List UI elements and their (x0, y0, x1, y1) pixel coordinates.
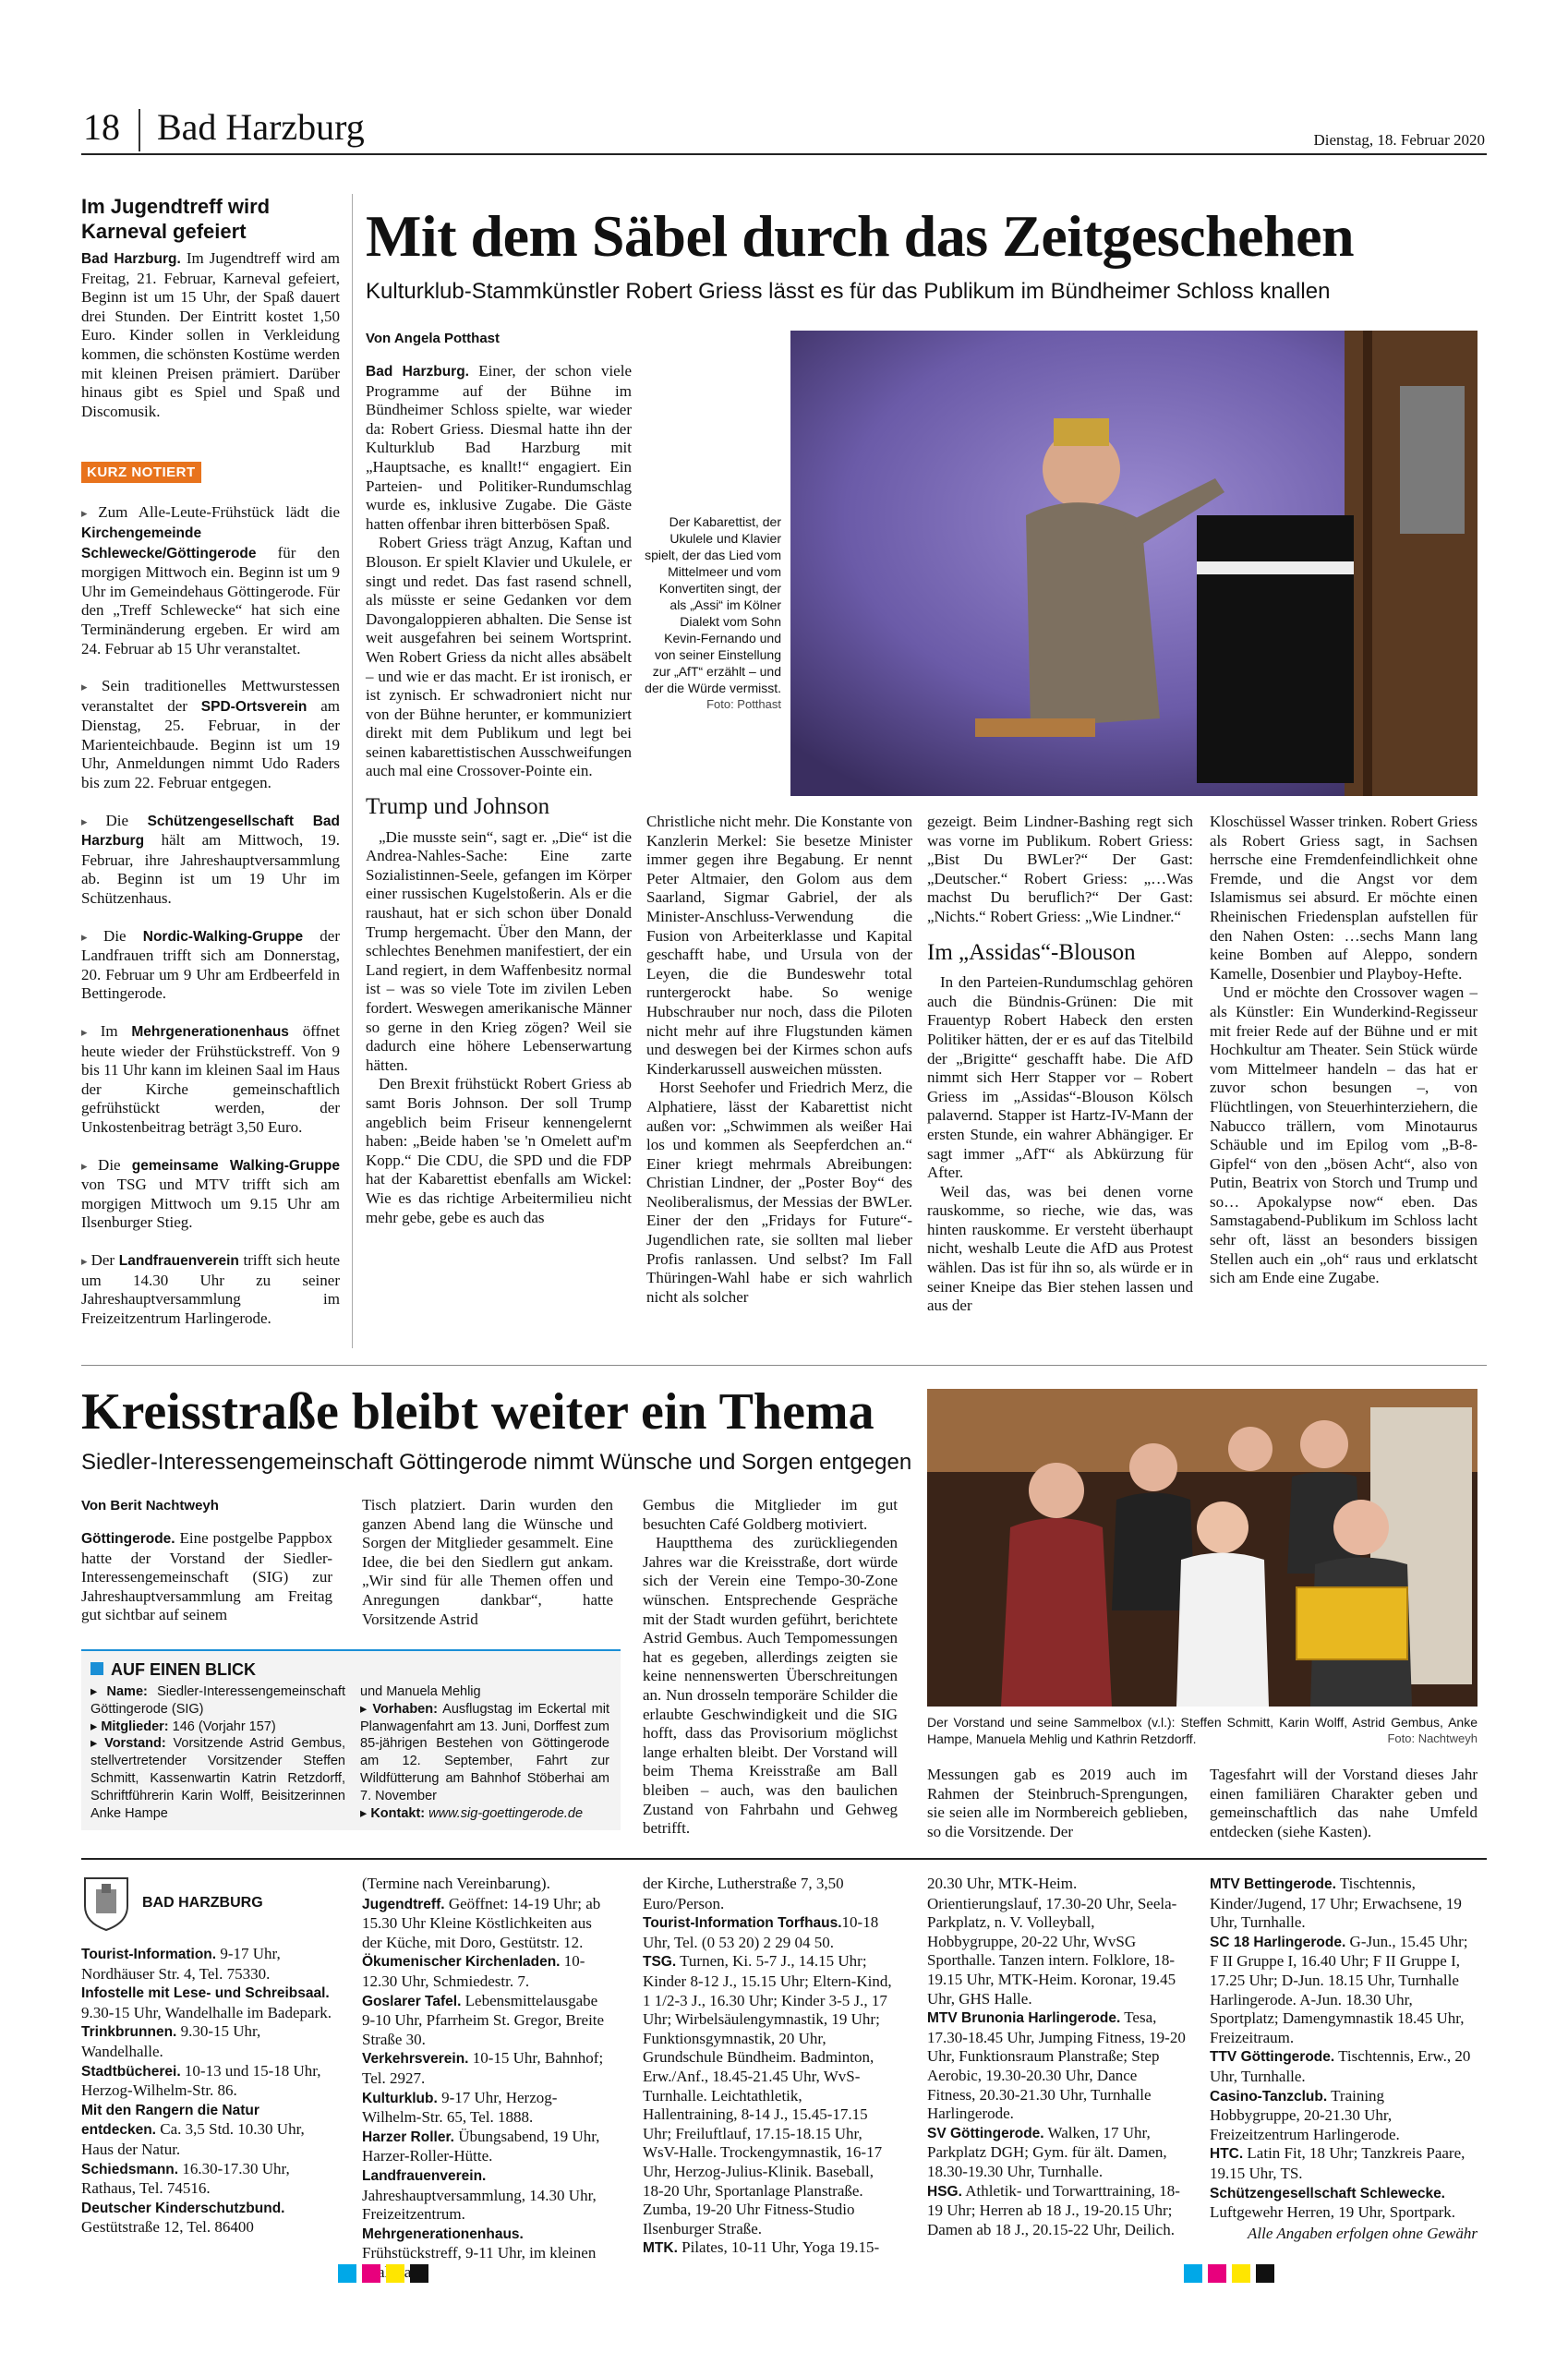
directory-entry: Schützengesellschaft Schlewecke. Luftgewehr Herren, 19 Uhr, Sportpark. (1210, 2185, 1456, 2222)
directory-entry: (Termine nach Vereinbarung). (362, 1875, 550, 1892)
info-box-members: ▸ Mitglieder: 146 (Vorjahr 157) (90, 1719, 276, 1734)
directory-list-3 (643, 1875, 898, 2259)
directory-entry: Ökumenischer Kirchenladen. 10-12.30 Uhr, Schmiedestr. 7. (362, 1952, 585, 1990)
registration-magenta (1208, 2264, 1226, 2283)
directory-entry: Harzer Roller. Übungsabend, 19 Uhr, Harzer-Roller-Hütte. (362, 2127, 600, 2165)
article1-col3-p1: gezeigt. Beim Lindner-Bashing regt sich was vorne im Publikum. Robert Griess: „Bist Du BWLer?“ Der Gast: „Deutscher.“ Robert Griess: „…Was machst Du beruflich?“ Der Gast: „Nichts.“ Robert Griess: „Wie Lindner.“ (927, 813, 1193, 925)
note-item: ▸ Die Schützengesellschaft Bad Harzburg hält am Mittwoch, 19. Februar, ihre Jahreshauptversammlung ab. Beginn ist um 19 Uhr im Schützenhaus. (81, 811, 340, 908)
directory-entry: MTK. Pilates, 10-11 Uhr, Yoga 19.15- (643, 2238, 880, 2257)
article1-photo-caption (643, 513, 781, 713)
article2-col1-p1: Eine postgelbe Pappbox hatte der Vorstand der Siedler-Interessengemeinschaft (SIG) zur Jahreshauptversammlung am Freitag gut sichtbar auf seinem (81, 1529, 332, 1624)
info-box-title: AUF EINEN BLICK (90, 1660, 611, 1680)
note-item: ▸ Die Nordic-Walking-Gruppe der Landfrauen trifft sich am Donnerstag, 20. Februar um 9 Uhr am Erdbeerfeld in Bettingerode. (81, 926, 340, 1003)
article1-subhead2: Im „Assidas“-Blouson (927, 939, 1136, 965)
directory-entry: Trinkbrunnen. 9.30-15 Uhr, Wandelhalle. (81, 2022, 261, 2060)
directory-entry: TTV Göttingerode. Tischtennis, Erw., 20 Uhr, Turnhalle. (1210, 2047, 1471, 2085)
directory-entry: Tourist-Information Torfhaus.10-18 Uhr, Tel. (0 53 20) 2 29 04 50. (643, 1913, 879, 1951)
article2-place: Göttingerode. (81, 1531, 175, 1547)
directory-entry: Infostelle mit Lese- und Schreibsaal. 9.30-15 Uhr, Wandelhalle im Badepark. (81, 1985, 332, 2021)
directory-header (81, 1875, 332, 1932)
registration-black (1256, 2264, 1274, 2283)
note-arrow-icon: ▸ (81, 680, 103, 694)
registration-magenta (362, 2264, 380, 2283)
article1-caption-text: Der Kabarettist, der Ukulele und Klavier spielt, der das Lied vom Mittelmeer und vom Konvertiten singt, der als „Assi“ im Kölner Dialekt vom Sohn Kevin-Fernando und von seiner Einstellung zur „AfT“ erzählt – und der die Würde vermisst. (645, 514, 781, 695)
directory-entry: der Kirche, Lutherstraße 7, 3,50 Euro/Person. (643, 1875, 844, 1912)
sidebar-headline: Im Jugendtreff wird Karneval gefeiert (81, 195, 271, 243)
note-item: ▸ Sein traditionelles Mettwurstessen veranstaltet der SPD-Ortsverein am Dienstag, 25. Februar, in der Marienteichbaude. Beginn ist um 19 Uhr, Anmeldungen nimmt Udo Raders bis zum 22. Februar entgegen. (81, 677, 340, 792)
article2-col4 (927, 1766, 1188, 1841)
article2-col3 (643, 1496, 898, 1839)
note-arrow-icon: ▸ (81, 929, 104, 944)
note-arrow-icon: ▸ (81, 506, 99, 521)
article1-col3-p3: Weil das, was bei denen vorne rauskomme, so rieche, wie das, was hinten rauskomme. Er versteht überhaupt nicht, weshalb Leute die AfD aus Protest wählen. Das ist für ihn so, als würde er in seiner Kneipe das Bier stehen lassen und aus der (927, 1182, 1193, 1315)
article2-headline: Kreisstraße bleibt weiter ein Thema (81, 1383, 874, 1441)
article1-col1-p4: Den Brexit frühstückt Robert Griess ab samt Boris Johnson. Der soll Trump angeblich beim Friseur kennengelernt haben: „Beide haben 'se 'n Omelett auf'm Kopp.“ Die CDU, die SPD und die FDP hat der Kabarettist ebenfalls am Wickel: Wie es das richtige Arbeitermilieu nicht mehr gebe, gebe es auch das (366, 1075, 632, 1226)
directory-entry: Mehrgenerationenhaus. Frühstückstreff, 9-11 Uhr, im kleinen Haus (362, 2225, 597, 2281)
page-number: 18 (83, 106, 120, 148)
note-item: ▸ Zum Alle-Leute-Frühstück lädt die Kirchengemeinde Schlewecke/Göttingerode für den morgigen Mittwoch ein. Beginn ist um 9 Uhr im Gemeindehaus Göttingerode. Für den „Treff Schlewecke“ hat sich eine Terminänderung ergeben. Er wird am 24. Februar ab 15 Uhr veranstaltet. (81, 503, 341, 657)
article2-caption-text: Der Vorstand und seine Sammelbox (v.l.): Steffen Schmitt, Karin Wolff, Astrid Gembus, Anke Hampe, Manuela Mehlig und Kathrin Retzdorff. (927, 1715, 1478, 1746)
article2-byline: Von Berit Nachtweyh (81, 1498, 219, 1514)
article1-byline: Von Angela Potthast (366, 331, 501, 346)
directory-entry: Goslarer Tafel. Lebensmittelausgabe 9-10 Uhr, Pfarrheim St. Gregor, Breite Straße 30. (362, 1991, 605, 2048)
info-box-board: ▸ Vorstand: Vorsitzende Astrid Gembus, stellvertretender Vorsitzender Steffen Schmitt, Kassenwartin Katrin Retzdorff, Schriftführerin Karin Wolff, Beisitzerinnen Anke Hampe (90, 1736, 345, 1821)
article1-col4-p2: Und er möchte den Crossover wagen – als Künstler: Ein Wunderkind-Regisseur mit freier Rede auf der Bühne und er mit Hochkultur am Theater. Sein Stück würde vom Mittelmeer handeln – das hat er zuvor schon besungen –, von Flüchtlingen, von Steuerhinterziehern, die Nabucco trällern, vom Minotaurus Schäuble und im Epilog vom „B-8-Gipfel“ von den „bösen Acht“, also von Putin, Beatrix von Storch und Trump und so… Apokalypse now“ eben. Das Samstagabend-Publikum im Schloss lacht sehr oft, lässt an besonders bissigen Stellen auch ein „oh“ raus und erklatscht sich am Ende eine Zugabe. (1210, 983, 1478, 1287)
directory-disclaimer: Alle Angaben erfolgen ohne Gewähr (1248, 2224, 1478, 2242)
article2-photo (927, 1389, 1478, 1707)
coat-of-arms-icon (81, 1875, 131, 1932)
directory-entry: Stadtbücherei. 10-13 und 15-18 Uhr, Herzog-Wilhelm-Str. 86. (81, 2061, 321, 2100)
article1-col2-p1: Christliche nicht mehr. Die Konstante von Kanzlerin Merkel: Sie besetze Minister immer gegen ihre Begabung. Er nennt Peter Altmaier, den Golom aus dem Saarland, Sigmar Gabriel, der als Minister-Anschluss-Verwendung die Fusion von Arbeiterklasse und Kapital geschafft habe, und Ursula von der Leyen, die die Bundeswehr total runtergerockt habe. So wenige Hubschrauber nur noch, dass die Piloten nicht mehr auf ihre Flugstunden kämen und deswegen bei der Kirmes schon aufs Kinderkarussell ausweichen müssten. (646, 813, 912, 1078)
kurz-notiert-label: KURZ NOTIERT (81, 462, 201, 483)
sidebar (81, 194, 340, 1346)
article2-col5 (1210, 1766, 1478, 1841)
section-title: Bad Harzburg (157, 106, 365, 148)
article1-col2 (646, 813, 912, 1307)
directory-entry: Jugendtreff. Geöffnet: 14-19 Uhr; ab 15.30 Uhr Kleine Köstlichkeiten aus der Küche, mit Doro, Gestütstr. 12. (362, 1894, 601, 1951)
article2-col2 (362, 1496, 613, 1629)
article1-col4 (1210, 813, 1478, 1288)
sidebar-divider (352, 194, 353, 1348)
article1-subheadline: Kulturklub-Stammkünstler Robert Griess lässt es für das Publikum im Bündheimer Schloss knallen (366, 279, 1331, 304)
article2-photo-caption (927, 1714, 1478, 1747)
directory-entry: Tourist-Information. 9-17 Uhr, Nordhäuser Str. 4, Tel. 75330. (81, 1945, 281, 1983)
article1-col1 (366, 362, 632, 1227)
directory-entry: Kulturklub. 9-17 Uhr, Herzog-Wilhelm-Str. 65, Tel. 1888. (362, 2088, 558, 2127)
mid-rule (81, 1365, 1487, 1366)
article2-col5-p1: Tagesfahrt will der Vorstand dieses Jahr einen familiären Charakter geben und gemeinschaftlich das nahe Umfeld entdecken (siehe Kasten). (1210, 1766, 1478, 1840)
note-item: ▸ Die gemeinsame Walking-Gruppe von TSG und MTV trifft sich am morgigen Mittwoch um 9.15 Uhr am Ilsenburger Stieg. (81, 1155, 340, 1232)
info-box-name: ▸ Name: Siedler-Interessengemeinschaft Göttingerode (SIG) (90, 1684, 345, 1717)
directory-entry: 20.30 Uhr, MTK-Heim. Orientierungslauf, 17.30-20 Uhr, Seela-Parkplatz, n. V. Volleyball, Hobbygruppe, 20-22 Uhr, WvSG Sporthalle. Tanzen intern. Folklore, 18-19.15 Uhr, MTK-Heim. Koronar, 19.45 Uhr, GHS Halle. (927, 1875, 1177, 2008)
registration-cyan (1184, 2264, 1202, 2283)
header-divider (139, 109, 140, 151)
article2-col4-p1: Messungen gab es 2019 auch im Rahmen der Steinbruch-Sprengungen, sie seien alle im Normbereich geblieben, so die Vorsitzende. Der (927, 1766, 1188, 1840)
directory-entry: SV Göttingerode. Walken, 17 Uhr, Parkplatz DGH; Gym. für ält. Damen, 18.30-19.30 Uhr, Turnhalle. (927, 2123, 1167, 2180)
directory-entry: Verkehrsverein. 10-15 Uhr, Bahnhof; Tel. 2927. (362, 2049, 604, 2087)
bottom-rule (81, 1858, 1487, 1860)
directory-entry: MTV Brunonia Harlingerode. Tesa, 17.30-18.45 Uhr, Jumping Fitness, 19-20 Uhr, Funktionsraum Planstraße; Step Aerobic, 19.30-20.30 Uhr, Dance Fitness, 20.30-21.30 Uhr, Turnhalle Harlingerode. (927, 2008, 1186, 2123)
sidebar-lead-text: Im Jugendtreff wird am Freitag, 21. Februar, Karneval gefeiert, Beginn ist um 15 Uhr, der Spaß dauert drei Stunden. Der Eintritt kostet 1,50 Euro. Kinder sollen in Verkleidung kommen, die schönsten Kostüme werden mit kleinen Preisen prämiert. Darüber hinaus gibt es Spiel und Spaß und Discomusik. (81, 249, 340, 420)
article1-col3 (927, 813, 1193, 1316)
article1-headline: Mit dem Säbel durch das Zeitgeschehen (366, 203, 1355, 269)
article2-col3-p1: Gembus die Mitglieder im gut besuchten Café Goldberg motiviert. (643, 1496, 898, 1533)
note-arrow-icon: ▸ (81, 1253, 91, 1268)
article2-col1 (81, 1529, 332, 1625)
directory-list-2 (362, 1875, 613, 2282)
note-item: ▸ Der Landfrauenverein trifft sich heute um 14.30 Uhr zu seiner Jahreshauptversammlung im Freizeitzentrum Harlingerode. (81, 1250, 340, 1327)
article1-subhead1: Trump und Johnson (366, 794, 550, 820)
article1-col1-p1: Einer, der schon viele Programme auf der Bühne im Bündheimer Schloss spielte, war wieder da: Robert Griess. Diesmal hatte ihn der Kulturklub Bad Harzburg mit „Hauptsache, es knallt!“ engagiert. Ein Parteien- und Politiker-Rundumschlag wurde es, inklusive Zugabe. Die Gäste hatten offenbar ihren bitterbösen Spaß. (366, 362, 632, 533)
directory-list-5 (1210, 1875, 1478, 2243)
registration-marks-left (338, 2264, 434, 2286)
article2-subheadline: Siedler-Interessengemeinschaft Göttingerode nimmt Wünsche und Sorgen entgegen (81, 1450, 912, 1475)
sidebar-lead-place: Bad Harzburg. (81, 251, 181, 267)
article2-photo-credit: Foto: Nachtweyh (1387, 1731, 1478, 1745)
directory-entry: Landfrauenverein. Jahreshauptversammlung, 14.30 Uhr, Freizeitzentrum. (362, 2167, 597, 2224)
note-arrow-icon: ▸ (81, 1025, 101, 1039)
notes-list (81, 503, 340, 1328)
note-arrow-icon: ▸ (81, 814, 106, 828)
directory-entry: HSG. Athletik- und Torwarttraining, 18-19 Uhr; Herren ab 18 J., 19-20.15 Uhr; Damen ab 18 J., 20.15-22 Uhr, Deilich. (927, 2181, 1180, 2238)
registration-marks-right (1184, 2264, 1280, 2286)
article1-col3-p2: In den Parteien-Rundumschlag gehören auch die Bündnis-Grünen: Die mit Frauentyp Robert Habeck den ersten Politiker hätten, der er es auf das Titelbild der „Brigitte“ geschafft habe. Die AfD nimmt sich Herr Stapper vor – Robert Griess im „Assidas“-Blouson Kölsch palavernd. Stapper ist Hartz-IV-Mann der ersten Stunde, ein wahrer Abhängiger. Er sagt immer „AfT“ als Abkürzung für After. (927, 973, 1193, 1182)
article1-photo (790, 331, 1478, 796)
header-rule (81, 153, 1487, 155)
article1-col1-p3: „Die musste sein“, sagt er. „Die“ ist die Andrea-Nahles-Sache: Eine zarte Sozialistinnen-Seele, gefangen im Körper einer russischen Kugelstoßerin. Als er die raushaut, hat er sich schon über Donald Trump hergemacht. Über den Mann, der schlechtes Benehmen manifestiert, der ein Land regiert, in dem Waffenbesitz normal ist – was so viele Tote im zivilen Leben fordert. Weswegen amerikanische Männer so gerne in den Krieg zögen? Weil sie dadurch eine höhere Lebenserwartung hätten. (366, 827, 632, 1074)
directory-entry: HTC. Latin Fit, 18 Uhr; Tanzkreis Paare, 19.15 Uhr, TS. (1210, 2144, 1465, 2182)
registration-black (410, 2264, 428, 2283)
registration-cyan (338, 2264, 356, 2283)
info-box-contact: ▸ Kontakt: www.sig-goettingerode.de (360, 1805, 584, 1821)
info-box-plans: ▸ Vorhaben: Ausflugstag im Eckertal mit Planwagenfahrt am 13. Juni, Dorffest zum 85-jährigen Bestehen von Göttingerode am 12. September, Fahrt zur Wildfütterung am Bahnhof Stöberhai am 7. November (360, 1701, 610, 1803)
info-box (81, 1649, 621, 1830)
directory-entry: Casino-Tanzclub. Training Hobbygruppe, 20-21.30 Uhr, Freizeitzentrum Harlingerode. (1210, 2086, 1400, 2143)
page-date: Dienstag, 18. Februar 2020 (1313, 131, 1485, 149)
directory-entry: TSG. Turnen, Ki. 5-7 J., 14.15 Uhr; Kinder 8-12 J., 15.15 Uhr; Eltern-Kind, 1 1/2-3 J., 16.30 Uhr; Kinder 3-5 J., 17 Uhr; Wirbelsäulengymnastik, 19 Uhr; Funktionsgymnastik, 20 Uhr, Grundschule Bündheim. Badminton, Erw./Anf., 18.45-21.45 Uhr, WvS-Turnhalle. Leichtathletik, Hallentraining, 8-14 J., 15.45-17.15 Uhr; Freiluftlauf, 17.15-18.15 Uhr, WsV-Halle. Trockengymnastik, 16-17 Uhr, Herzog-Julius-Klinik. Baseball, 18-20 Uhr, Sportanlage Planstraße. Zumba, 19-20 Uhr Fitness-Studio Ilsenburger Straße. (643, 1952, 892, 2237)
article1-col1-p2: Robert Griess trägt Anzug, Kaftan und Blouson. Er spielt Klavier und Ukulele, er singt und redet. Das fast rasend schnell, als müsste er seine Gedanken vor dem Davongaloppieren abhalten. Die Sense ist weit ausgefahren bei seinem Wortsprint. Wen Robert Griess da nicht alles absäbelt – und wie er das macht. Er ist ironisch, er ist zynisch. Er schwadroniert nicht nur von der Bühne herunter, er kommuniziert direkt mit dem Publikum und legt bei seinen kabarettistischen Ausschweifungen auch mal eine Crossover-Pointe ein. (366, 534, 632, 780)
directory-entry: Mit den Rangern die Natur entdecken. Ca. 3,5 Std. 10.30 Uhr, Haus der Natur. (81, 2102, 305, 2158)
directory-entry: SC 18 Harlingerode. G-Jun., 15.45 Uhr; F II Gruppe I, 16.40 Uhr; F II Gruppe I, 17.25 Uhr; D-Jun. 18.15 Uhr, Turnhalle Harlingerode. A-Jun. 18.30 Uhr, Sportplatz; Damengymnastik 18.45 Uhr, Freizeitraum. (1210, 1932, 1468, 2046)
article1-photo-credit: Foto: Potthast (706, 697, 781, 711)
directory-title: BAD HARZBURG (142, 1895, 263, 1911)
article2-col2-p1: Tisch platziert. Darin wurden den ganzen Abend lang die Wünsche und Sorgen der Mitglieder gesammelt. Eine Idee, die bei den Siedlern gut ankam. „Wir sind für alle Themen offen und Anregungen dankbar“, hatte Vorsitzende Astrid (362, 1496, 613, 1628)
info-box-board-cont: und Manuela Mehlig (360, 1684, 481, 1699)
article1-col2-p2: Horst Seehofer und Friedrich Merz, die Alphatiere, lässt der Kabarettist nicht außen vor: „Schwimmen als weißer Hai los und kommen als Seepferdchen an.“ Einer kriegt mehrmals Abreibungen: Christian Lindner, der „Poster Boy“ des Neoliberalismus, der Messias der BWLer. Einer der den „Fridays for Future“-Jugendlichen rate, sie sollten mal lieber Profis ranlassen. Und selbst? Im Fall Thüringen-Wahl habe er sich wahrlich nicht als solcher (646, 1079, 912, 1306)
directory-col1 (81, 1875, 332, 2237)
article1-col4-p1: Kloschüssel Wasser trinken. Robert Griess als Robert Griess sagt, in Sachsen herrsche eine Fremdenfeindlichkeit ohne Fremde, und die Angst vor dem Islamismus sei absurd. Er möchte einen Rheinischen Friedensplan aufstellen für den Nahen Osten: …sechs Mann lang keine Bomben auf Aleppo, sondern Kamelle, Dosenbier und Playboy-Hefte. (1210, 813, 1478, 983)
directory-entry: Deutscher Kinderschutzbund. Gestütstraße 12, Tel. 86400 (81, 2200, 285, 2237)
directory-entry: MTV Bettingerode. Tischtennis, Kinder/Jugend, 17 Uhr; Erwachsene, 19 Uhr, Turnhalle. (1210, 1875, 1462, 1932)
note-item: ▸ Im Mehrgenerationenhaus öffnet heute wieder der Frühstückstreff. Von 9 bis 11 Uhr kann im kleinen Saal im Haus der Kirche gemeinschaftlich gefrühstückt werden, der Unkostenbeitrag beträgt 3,50 Euro. (81, 1022, 340, 1136)
article1-place: Bad Harzburg. (366, 364, 469, 380)
directory-list-1 (81, 1945, 332, 2237)
directory-entry: Schiedsmann. 16.30-17.30 Uhr, Rathaus, Tel. 74516. (81, 2159, 290, 2198)
article2-col3-p2: Hauptthema des zurückliegenden Jahres war die Kreisstraße, dort würde sich der Verein eine Tempo-30-Zone wünschen. Entsprechende Gespräche mit der Stadt wurden geführt, berichtete Astrid Gembus. Auch Tempomessungen hat es gegeben, allerdings zeigten sie keine nennenswerten Überschreitungen an. Nun drosseln temporäre Schilder die erlaubte Geschwindigkeit und die SIG hofft, dass das Provisorium möglichst lange erhalten bleibt. Der Vorstand will beim Thema Kreisstraße am Ball bleiben – auch, was den baulichen Zustand von Fahrbahn und Gehweg betrifft. (643, 1534, 898, 1838)
note-arrow-icon: ▸ (81, 1158, 99, 1173)
info-box-square-icon (90, 1662, 103, 1675)
directory-list-4 (927, 1875, 1188, 2239)
registration-yellow (386, 2264, 404, 2283)
sidebar-lead (81, 249, 340, 421)
registration-yellow (1232, 2264, 1250, 2283)
info-box-contact-link[interactable]: www.sig-goettingerode.de (428, 1805, 584, 1821)
